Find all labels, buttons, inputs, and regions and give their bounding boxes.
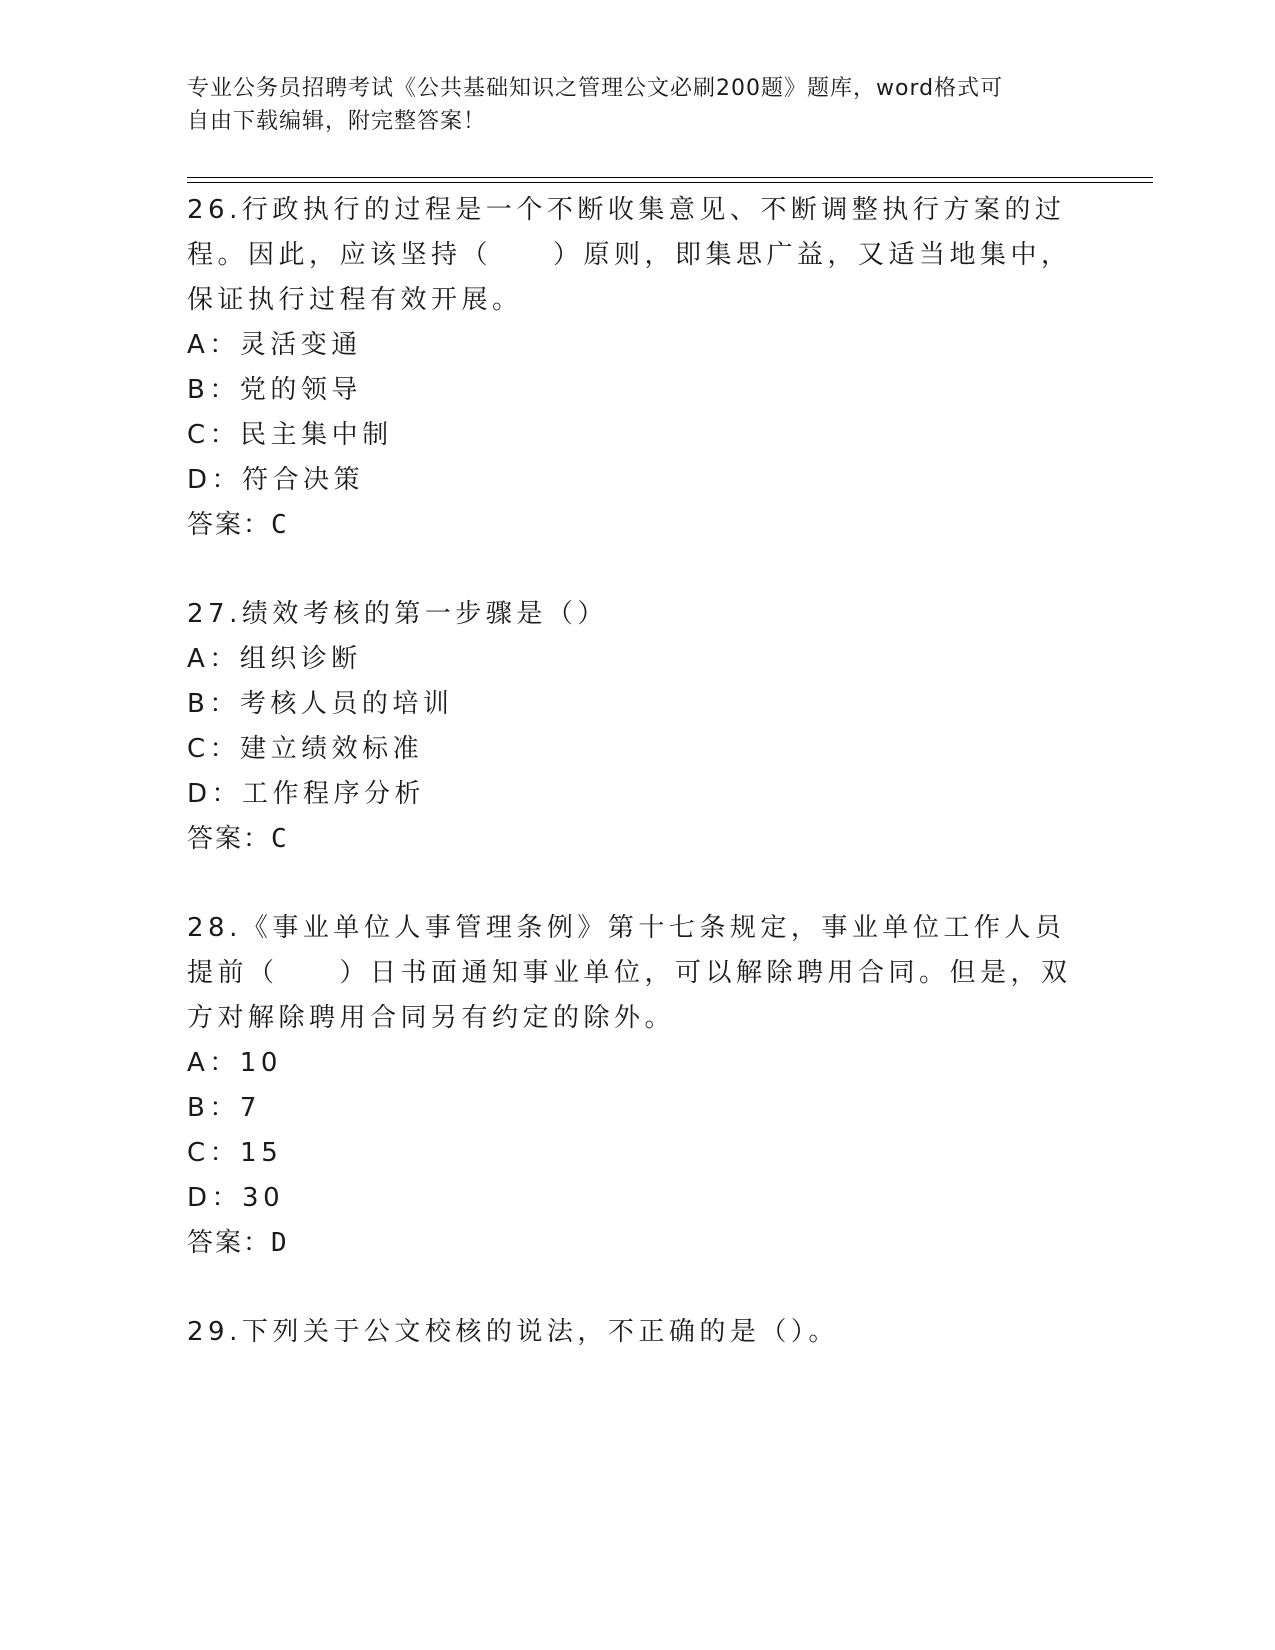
question-28 [187, 906, 1087, 1266]
option-c: C：15 [187, 1138, 283, 1168]
answer-label: 答案： [187, 510, 272, 540]
question-26 [187, 188, 1087, 548]
option-d: D：符合决策 [187, 465, 365, 495]
option-c: C：民主集中制 [187, 420, 393, 450]
header-divider-bottom [187, 182, 1153, 183]
option-b: B：7 [187, 1093, 261, 1123]
answer-label: 答案： [187, 824, 272, 854]
answer-value: D [271, 1228, 289, 1258]
question-list [187, 188, 1087, 1355]
answer-line [187, 503, 1087, 548]
question-29 [187, 1310, 1087, 1355]
question-stem: 28.《事业单位人事管理条例》第十七条规定，事业单位工作人员提前（ ）日书面通知事业单位，可以解除聘用合同。但是，双方对解除聘用合同另有约定的除外。 [187, 913, 1072, 1033]
header-line-1: 专业公务员招聘考试《公共基础知识之管理公文必刷200题》题库，word格式可 [187, 76, 1004, 101]
document-header [187, 72, 1087, 138]
option-a: A：组织诊断 [187, 644, 362, 674]
answer-value: C [271, 510, 289, 540]
header-line-2: 自由下载编辑，附完整答案！ [187, 109, 487, 134]
answer-line [187, 817, 1087, 862]
question-stem: 26.行政执行的过程是一个不断收集意见、不断调整执行方案的过程。因此，应该坚持（ ）原则，即集思广益，又适当地集中，保证执行过程有效开展。 [187, 195, 1072, 315]
option-d: D：30 [187, 1183, 285, 1213]
question-stem: 27.绩效考核的第一步骤是（） [187, 599, 608, 629]
answer-value: C [271, 824, 289, 854]
option-a: A：10 [187, 1048, 282, 1078]
header-divider-top [187, 177, 1153, 178]
option-b: B：党的领导 [187, 375, 362, 405]
answer-line [187, 1221, 1087, 1266]
answer-label: 答案： [187, 1228, 272, 1258]
option-c: C：建立绩效标准 [187, 734, 424, 764]
question-stem: 29.下列关于公文校核的说法，不正确的是（）。 [187, 1317, 839, 1347]
option-d: D：工作程序分析 [187, 779, 426, 809]
option-a: A：灵活变通 [187, 330, 362, 360]
question-27 [187, 592, 1087, 862]
option-b: B：考核人员的培训 [187, 689, 454, 719]
